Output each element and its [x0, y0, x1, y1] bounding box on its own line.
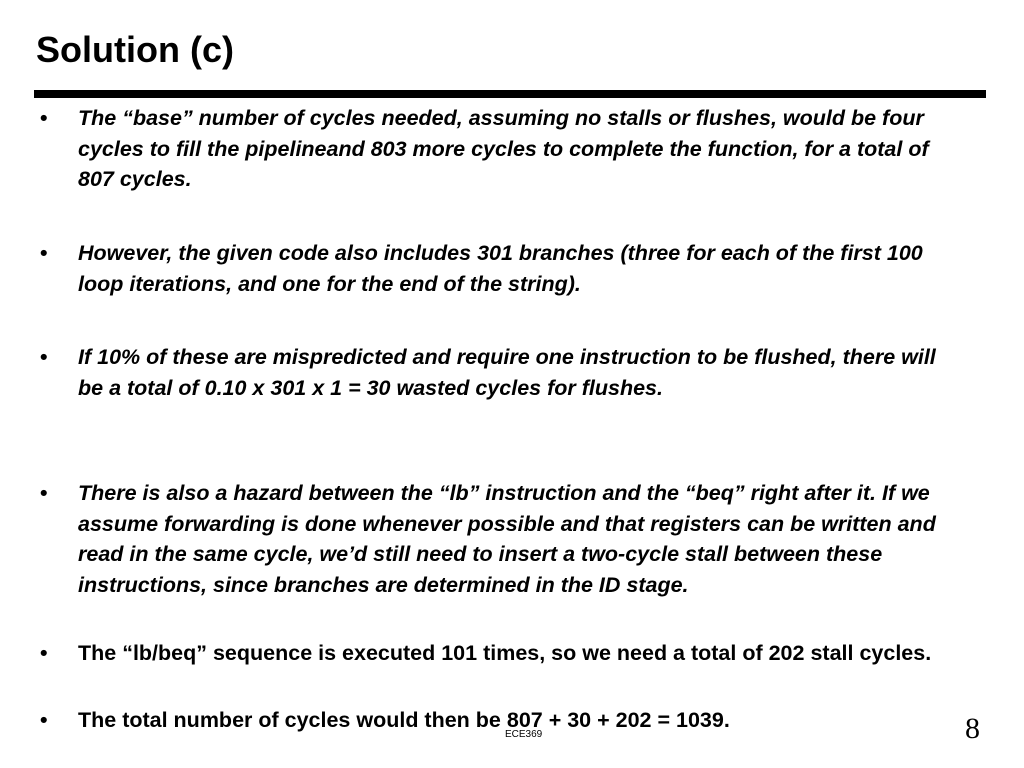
bullet-dot: •	[40, 481, 48, 505]
bullet-dot: •	[40, 106, 48, 130]
bullet-item	[40, 342, 940, 403]
bullet-text: If 10% of these are mispredicted and require one instruction to be flushed, there will be a total of 0.10 x 301 x 1 = 30 wasted cycles for flushes.	[78, 345, 936, 400]
bullet-item	[40, 238, 940, 299]
bullet-text: There is also a hazard between the “lb” instruction and the “beq” right after it. If we assume forwarding is done whenever possible and that registers can be written and read in the same cycle, we’d still need to insert a two-cycle stall between these instructions, since branches are determined in the ID stage.	[78, 481, 936, 597]
bullet-dot: •	[40, 345, 48, 369]
bullet-item	[40, 705, 940, 736]
title-divider	[34, 90, 986, 98]
bullet-dot: •	[40, 641, 48, 665]
bullet-text: The total number of cycles would then be 807 + 30 + 202 = 1039.	[78, 708, 730, 732]
bullet-item	[40, 638, 940, 669]
bullet-dot: •	[40, 708, 48, 732]
bullet-dot: •	[40, 241, 48, 265]
page-number: 8	[965, 712, 980, 745]
bullet-text: The “lb/beq” sequence is executed 101 times, so we need a total of 202 stall cycles.	[78, 641, 932, 665]
slide-title: Solution (c)	[36, 29, 234, 70]
bullet-item	[40, 103, 940, 195]
bullet-text: However, the given code also includes 301 branches (three for each of the first 100 loop iterations, and one for the end of the string).	[78, 241, 923, 296]
bullet-item	[40, 478, 940, 600]
footer-course-label: ECE369	[505, 729, 543, 740]
bullet-text: The “base” number of cycles needed, assuming no stalls or flushes, would be four cycles to fill the pipelineand 803 more cycles to complete the function, for a total of 807 cycles.	[78, 106, 929, 191]
